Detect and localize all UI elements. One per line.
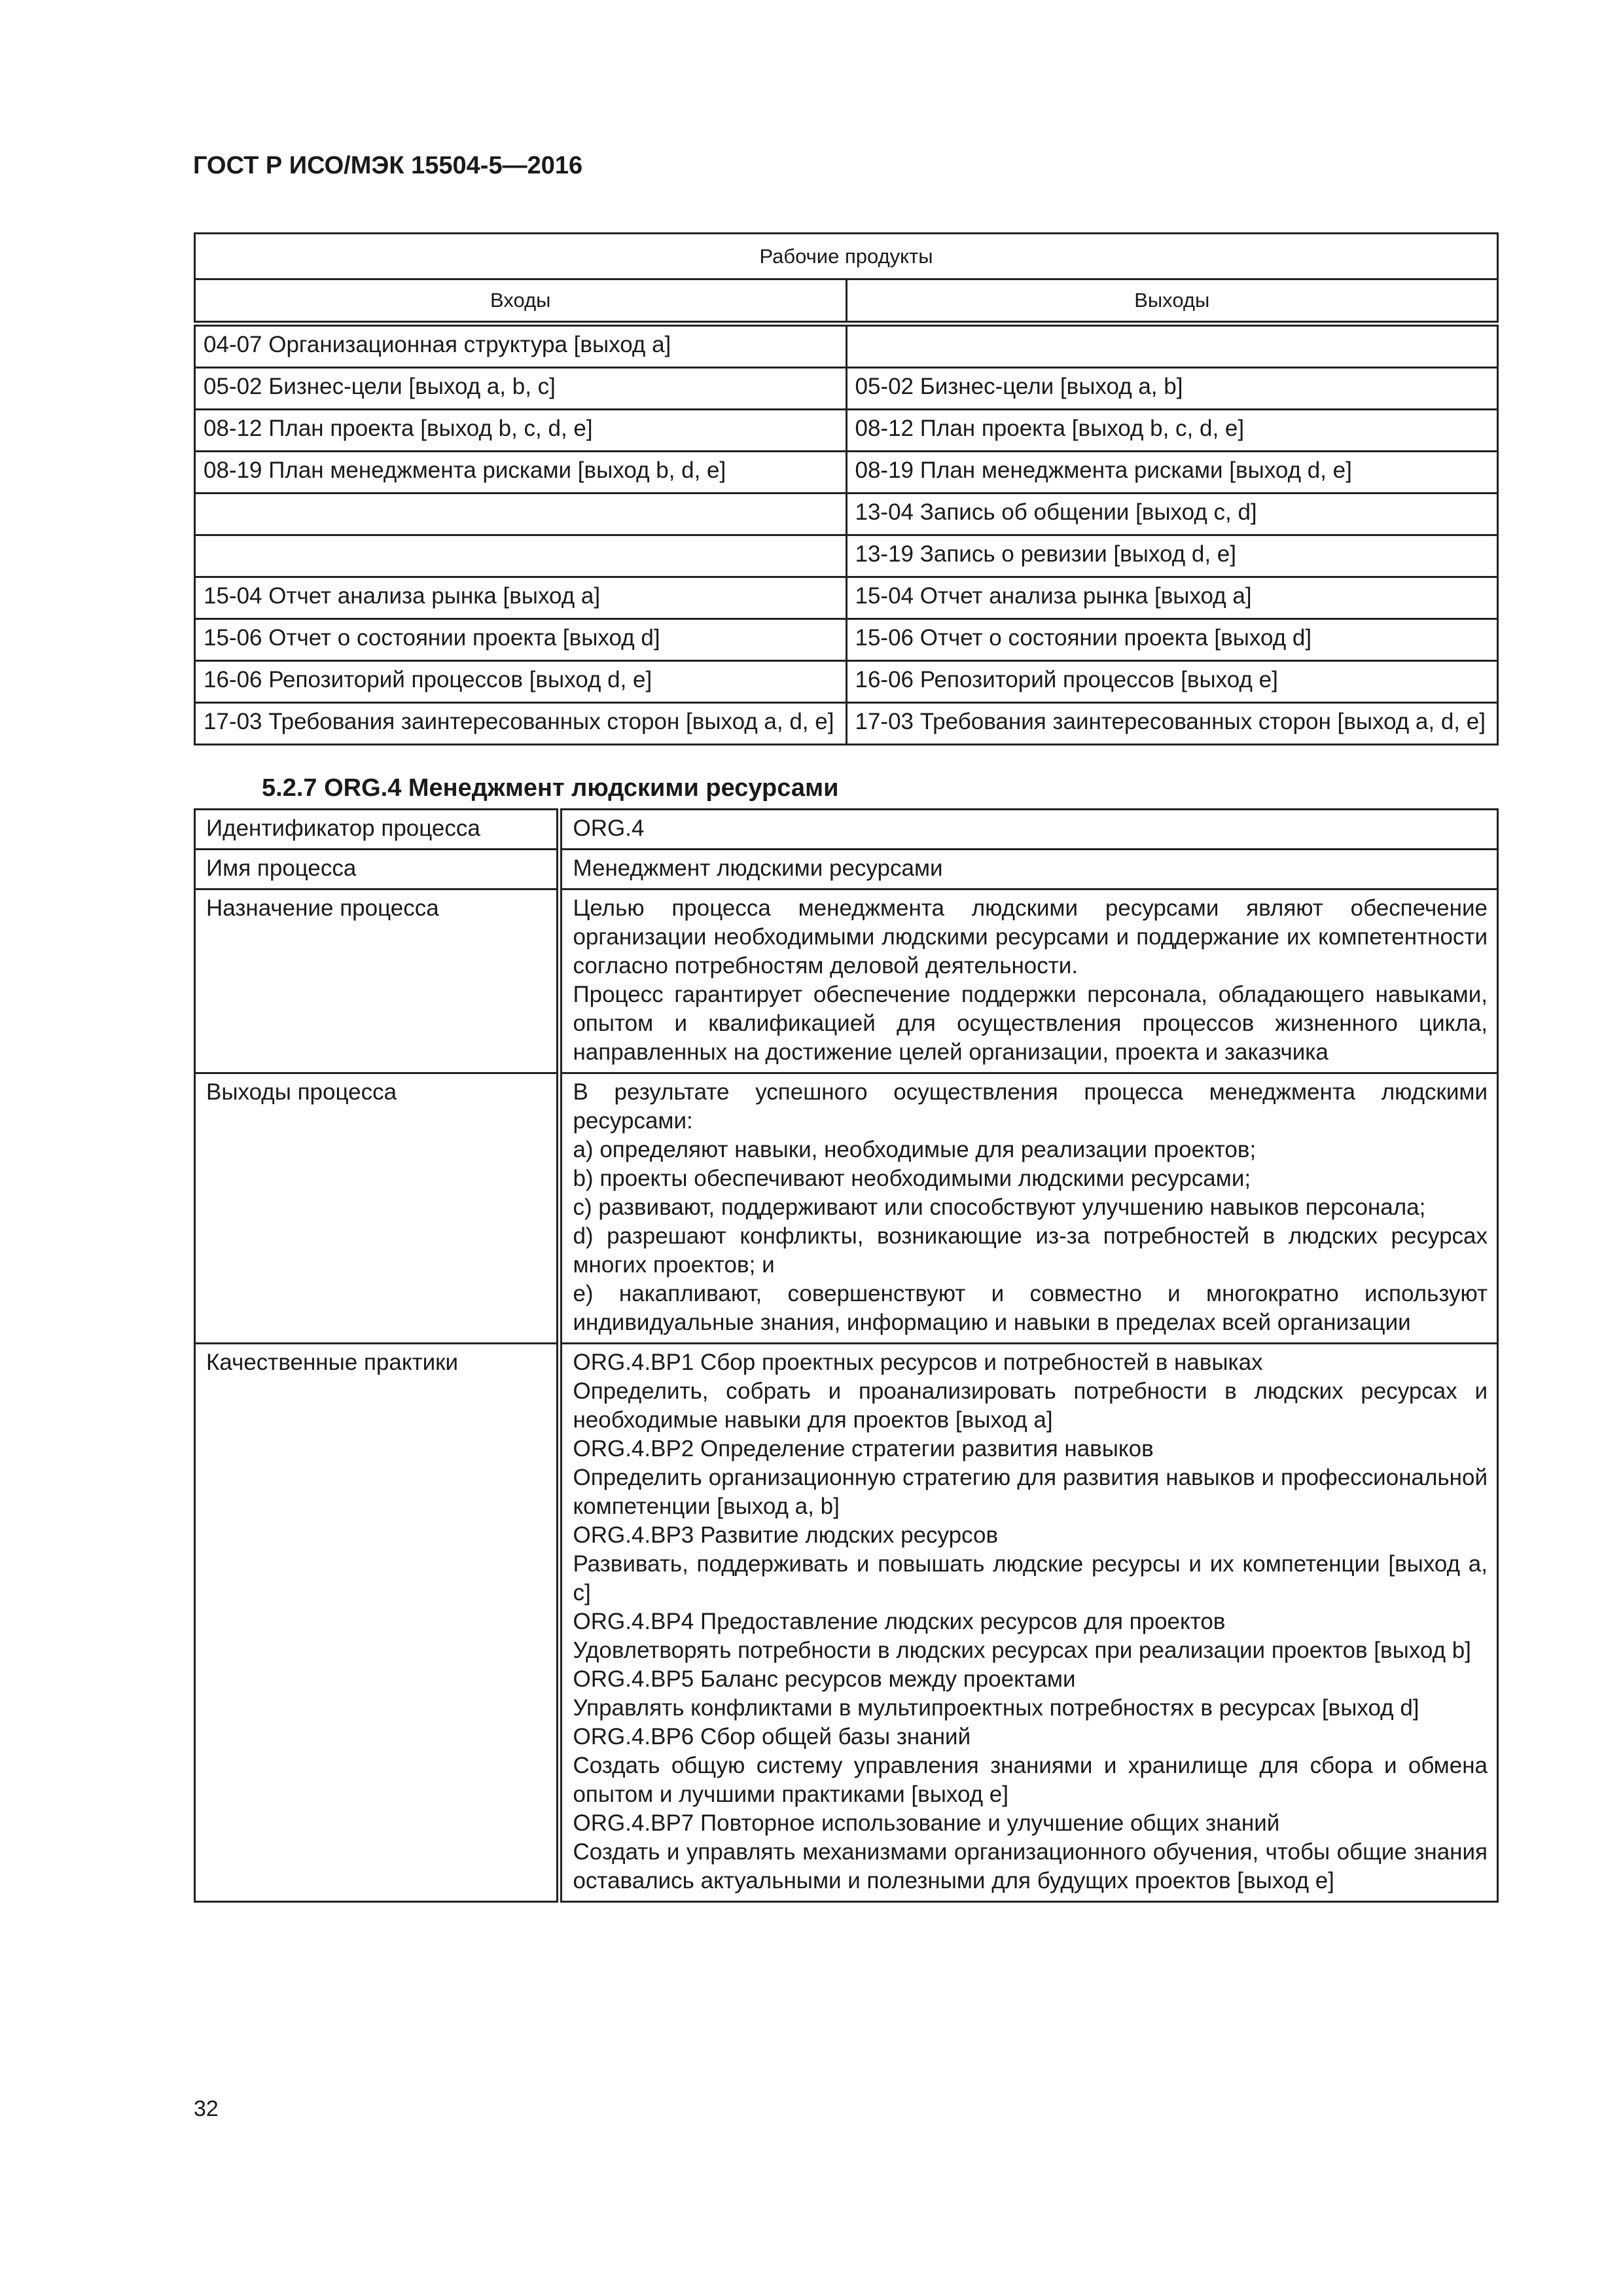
practice-text: Определить, собрать и проанализировать потребности в людских ресурсах и необходимые навыки для проектов [выход a] xyxy=(573,1378,1488,1433)
table-row xyxy=(195,368,1498,410)
practice-title: ORG.4.BP7 Повторное использование и улучшение общих знаний xyxy=(573,1810,1280,1836)
process-outcomes-value xyxy=(560,1073,1498,1344)
table-row xyxy=(195,493,1498,535)
table-row xyxy=(195,577,1498,619)
outcome-item: b) проекты обеспечивают необходимыми людскими ресурсами; xyxy=(573,1166,1251,1191)
input-cell: 15-06 Отчет о состоянии проекта [выход d] xyxy=(195,619,847,661)
process-outcomes-row xyxy=(195,1073,1498,1344)
page-number: 32 xyxy=(194,2096,219,2121)
practice-text: Развивать, поддерживать и повышать людские ресурсы и их компетенции [выход a, c] xyxy=(573,1551,1488,1605)
process-id-value: ORG.4 xyxy=(560,810,1498,850)
work-products-title: Рабочие продукты xyxy=(195,234,1498,279)
practice-title: ORG.4.BP5 Баланс ресурсов между проектами xyxy=(573,1666,1076,1692)
input-cell: 08-19 План менеджмента рисками [выход b, d, e] xyxy=(195,452,847,493)
purpose-paragraph: Процесс гарантирует обеспечение поддержки персонала, обладающего навыками, опытом и квалификацией для осуществления процессов жизненного цикла, направленных на достижение целей организации, проекта и заказчика xyxy=(573,982,1488,1065)
practice-title: ORG.4.BP6 Сбор общей базы знаний xyxy=(573,1724,971,1749)
output-cell: 13-04 Запись об общении [выход c, d] xyxy=(846,493,1498,535)
process-practices-row xyxy=(195,1344,1498,1902)
output-cell: 15-06 Отчет о состоянии проекта [выход d] xyxy=(846,619,1498,661)
input-cell: 04-07 Организационная структура [выход a] xyxy=(195,324,847,368)
process-id-row xyxy=(195,810,1498,850)
practice-text: Управлять конфликтами в мультипроектных потребностях в ресурсах [выход d] xyxy=(573,1695,1419,1721)
output-cell: 17-03 Требования заинтересованных сторон [выход a, d, e] xyxy=(846,703,1498,745)
output-cell: 13-19 Запись о ревизии [выход d, e] xyxy=(846,535,1498,577)
table-row xyxy=(195,452,1498,493)
document-header: ГОСТ Р ИСО/МЭК 15504-5—2016 xyxy=(193,152,583,179)
table-row xyxy=(195,535,1498,577)
table-row xyxy=(195,619,1498,661)
section-heading: 5.2.7 ORG.4 Менеджмент людскими ресурсами xyxy=(262,774,839,802)
table-row xyxy=(195,324,1498,368)
input-cell: 16-06 Репозиторий процессов [выход d, e] xyxy=(195,661,847,703)
output-cell: 08-19 План менеджмента рисками [выход d, e] xyxy=(846,452,1498,493)
practice-title: ORG.4.BP4 Предоставление людских ресурсов для проектов xyxy=(573,1609,1226,1634)
output-cell xyxy=(846,324,1498,368)
process-name-row xyxy=(195,850,1498,889)
outcome-item: c) развивают, поддерживают или способствуют улучшению навыков персонала; xyxy=(573,1194,1426,1220)
outcome-item: d) разрешают конфликты, возникающие из-за потребностей в людских ресурсах многих проектов; и xyxy=(573,1223,1488,1278)
table-row xyxy=(195,410,1498,452)
input-cell: 05-02 Бизнес-цели [выход a, b, c] xyxy=(195,368,847,410)
table-row xyxy=(195,703,1498,745)
process-purpose-label: Назначение процесса xyxy=(195,889,560,1073)
practice-title: ORG.4.BP1 Сбор проектных ресурсов и потребностей в навыках xyxy=(573,1350,1263,1375)
output-cell: 08-12 План проекта [выход b, c, d, e] xyxy=(846,410,1498,452)
table-row xyxy=(195,661,1498,703)
output-cell: 15-04 Отчет анализа рынка [выход a] xyxy=(846,577,1498,619)
process-name-value: Менеджмент людскими ресурсами xyxy=(560,850,1498,889)
practice-text: Удовлетворять потребности в людских ресурсах при реализации проектов [выход b] xyxy=(573,1638,1471,1663)
inputs-header: Входы xyxy=(195,279,847,324)
input-cell: 17-03 Требования заинтересованных сторон [выход a, d, e] xyxy=(195,703,847,745)
process-table xyxy=(194,808,1499,1903)
outcome-item: a) определяют навыки, необходимые для реализации проектов; xyxy=(573,1137,1257,1162)
input-cell xyxy=(195,535,847,577)
process-purpose-row xyxy=(195,889,1498,1073)
input-cell: 15-04 Отчет анализа рынка [выход a] xyxy=(195,577,847,619)
work-products-table xyxy=(194,232,1499,745)
process-purpose-value xyxy=(560,889,1498,1073)
outcome-item: e) накапливают, совершенствуют и совместно и многократно используют индивидуальные знания, информацию и навыки в пределах всей организации xyxy=(573,1281,1488,1335)
practice-text: Создать и управлять механизмами организационного обучения, чтобы общие знания оставались актуальными и полезными для будущих проектов [выход e] xyxy=(573,1839,1488,1893)
input-cell xyxy=(195,493,847,535)
practice-text: Определить организационную стратегию для развития навыков и профессиональной компетенции [выход a, b] xyxy=(573,1465,1488,1519)
input-cell: 08-12 План проекта [выход b, c, d, e] xyxy=(195,410,847,452)
process-practices-value xyxy=(560,1344,1498,1902)
outputs-header: Выходы xyxy=(846,279,1498,324)
purpose-paragraph: Целью процесса менеджмента людскими ресурсами являют обеспечение организации необходимыми людскими ресурсами и поддержание их компетентности согласно потребностям деловой деятельности. xyxy=(573,895,1488,978)
practice-text: Создать общую систему управления знаниями и хранилище для сбора и обмена опытом и лучшими практиками [выход e] xyxy=(573,1753,1488,1807)
practice-title: ORG.4.BP2 Определение стратегии развития навыков xyxy=(573,1436,1154,1462)
output-cell: 05-02 Бизнес-цели [выход a, b] xyxy=(846,368,1498,410)
process-outcomes-label: Выходы процесса xyxy=(195,1073,560,1344)
process-name-label: Имя процесса xyxy=(195,850,560,889)
output-cell: 16-06 Репозиторий процессов [выход e] xyxy=(846,661,1498,703)
process-id-label: Идентификатор процесса xyxy=(195,810,560,850)
outcomes-intro: В результате успешного осуществления процесса менеджмента людскими ресурсами: xyxy=(573,1079,1488,1134)
practice-title: ORG.4.BP3 Развитие людских ресурсов xyxy=(573,1522,999,1548)
process-practices-label: Качественные практики xyxy=(195,1344,560,1902)
